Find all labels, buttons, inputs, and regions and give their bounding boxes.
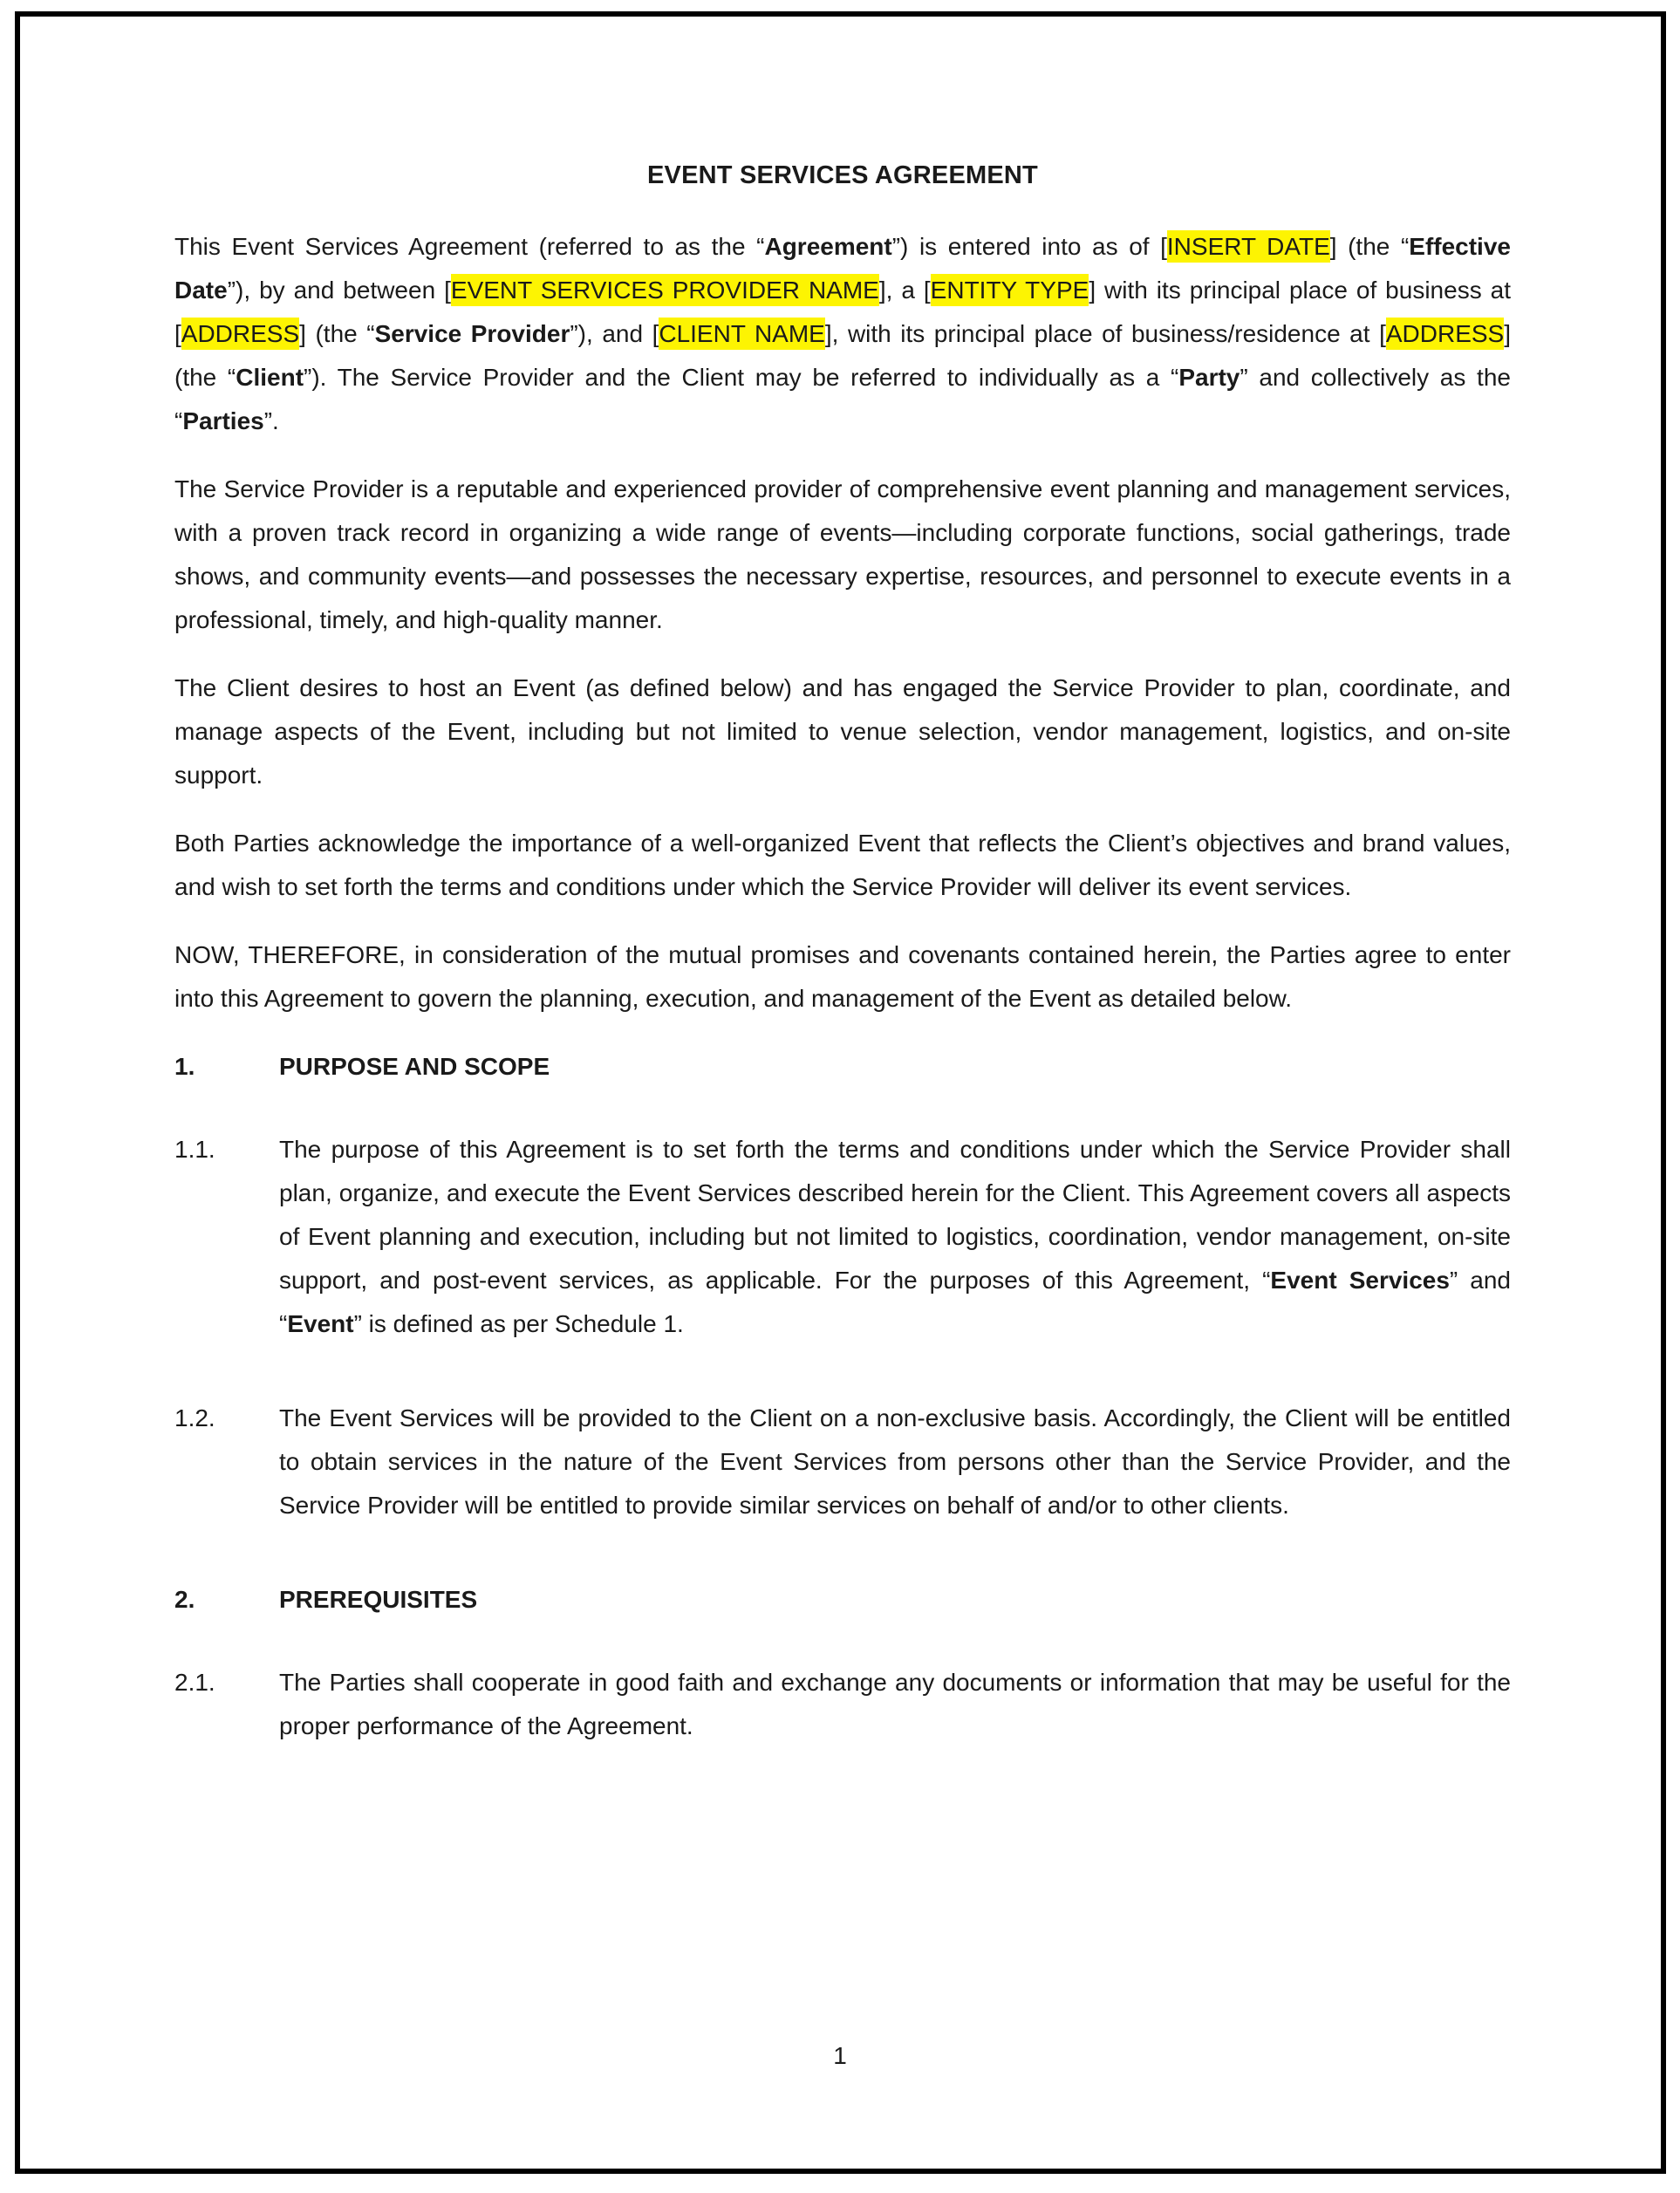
document-title: EVENT SERVICES AGREEMENT xyxy=(647,161,1038,189)
text-run: ”). The Service Provider and the Client may be referred to individually as a “ xyxy=(304,364,1179,391)
bold-term: Parties xyxy=(182,407,264,434)
text-run: ” and “ xyxy=(279,1267,1511,1337)
text-run: ” and collectively as the “ xyxy=(174,364,1511,434)
text-run: This Event Services Agreement (referred to as the “ xyxy=(174,233,765,260)
highlighted-placeholder: EVENT SERVICES PROVIDER NAME xyxy=(451,274,879,306)
paragraph xyxy=(174,933,1511,1021)
paragraph xyxy=(174,666,1511,797)
clause-number: 1.2. xyxy=(174,1404,215,1431)
paragraph xyxy=(174,822,1511,909)
bold-term: Event xyxy=(287,1310,354,1337)
text-run: ] (the “ xyxy=(174,320,1512,391)
text-run: Both Parties acknowledge the importance of a well-organized Event that reflects the Client’s objectives and brand values, and wish to set forth the terms and conditions under which the Service Provider will deliver its event services. xyxy=(174,830,1511,900)
text-run: ”) is entered into as of [ xyxy=(891,233,1167,260)
numbered-clause xyxy=(174,1661,1511,1748)
clause-number: 2.1. xyxy=(174,1669,215,1696)
section-heading xyxy=(174,1045,1511,1089)
clause-number: 1.1. xyxy=(174,1136,215,1163)
text-run: The Client desires to host an Event (as defined below) and has engaged the Service Provider to plan, coordinate, and manage aspects of the Event, including but not limited to venue selection, vendor management, logistics, and on-site support. xyxy=(174,674,1511,789)
text-run: ”. xyxy=(263,407,279,434)
section-heading xyxy=(174,1578,1511,1622)
text-run: ] with its principal place of business at [ xyxy=(174,277,1512,347)
highlighted-placeholder: ADDRESS xyxy=(1386,318,1504,350)
numbered-clause xyxy=(174,1128,1511,1346)
text-run: ”), by and between [ xyxy=(227,277,451,304)
section-number: 1. xyxy=(174,1053,195,1080)
highlighted-placeholder: CLIENT NAME xyxy=(659,318,825,350)
text-run: ], a [ xyxy=(878,277,931,304)
bold-term: Event Services xyxy=(1270,1267,1450,1294)
bold-term: Effective Date xyxy=(174,233,1511,304)
numbered-clause xyxy=(174,1397,1511,1527)
text-run: The Event Services will be provided to the Client on a non-exclusive basis. Accordingly, the Client will be entitled to obtain services in the nature of the Event Services from persons other than the Service Provider, and the Service Provider will be entitled to provide similar services on behalf of and/or to other clients. xyxy=(279,1404,1511,1519)
bold-term: Agreement xyxy=(764,233,892,260)
section-heading-label: PURPOSE AND SCOPE xyxy=(279,1053,550,1080)
paragraph xyxy=(174,468,1511,642)
bold-term: Client xyxy=(236,364,304,391)
text-run: ], with its principal place of business/residence at [ xyxy=(824,320,1386,347)
section-heading-label: PREREQUISITES xyxy=(279,1586,478,1613)
highlighted-placeholder: INSERT DATE xyxy=(1167,230,1330,263)
page-number: 1 xyxy=(833,2042,847,2069)
text-run: The purpose of this Agreement is to set forth the terms and conditions under which the Service Provider shall plan, organize, and execute the Event Services described herein for the Client. This Agreement covers all aspects of Event planning and execution, including but not limited to logistics, coordination, vendor management, on-site support, and post-event services, as applicable. For the purposes of this Agreement, “ xyxy=(279,1136,1511,1294)
text-run: NOW, THEREFORE, in consideration of the mutual promises and covenants contained herein, the Parties agree to enter into this Agreement to govern the planning, execution, and management of the Event as detailed below. xyxy=(174,941,1511,1012)
highlighted-placeholder: ADDRESS xyxy=(181,318,299,350)
bold-term: Service Provider xyxy=(374,320,570,347)
text-run: ” is defined as per Schedule 1. xyxy=(353,1310,684,1337)
text-run: The Parties shall cooperate in good faith and exchange any documents or information that may be useful for the proper performance of the Agreement. xyxy=(279,1669,1511,1739)
section-number: 2. xyxy=(174,1586,195,1613)
text-run: ] (the “ xyxy=(1329,233,1410,260)
bold-term: Party xyxy=(1178,364,1240,391)
document-content xyxy=(174,154,1511,1799)
text-run: ”), and [ xyxy=(570,320,659,347)
paragraph xyxy=(174,225,1511,443)
highlighted-placeholder: ENTITY TYPE xyxy=(931,274,1089,306)
text-run: ] (the “ xyxy=(299,320,375,347)
text-run: The Service Provider is a reputable and experienced provider of comprehensive event planning and management services, with a proven track record in organizing a wide range of events—including corporate functions, social gatherings, trade shows, and community events—and possesses the necessary expertise, resources, and personnel to execute events in a professional, timely, and high-quality manner. xyxy=(174,475,1511,633)
